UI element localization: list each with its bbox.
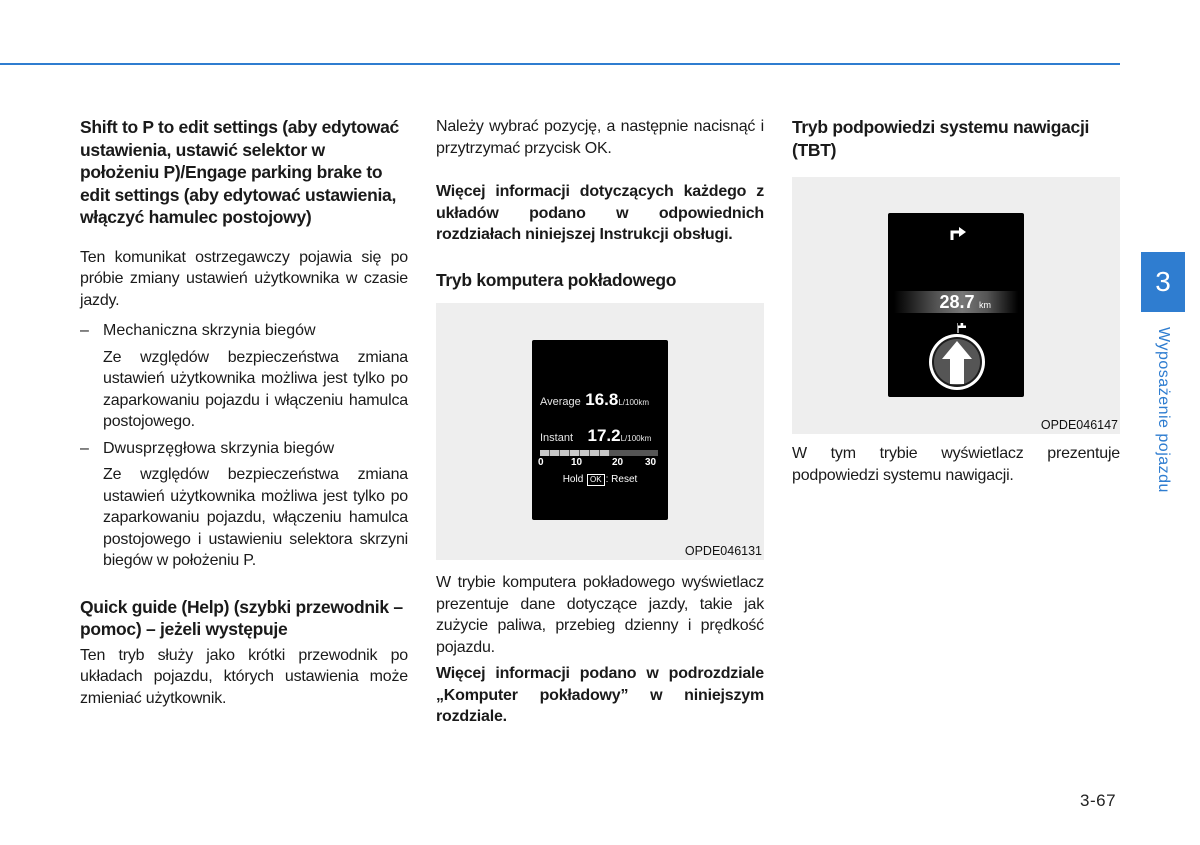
bar-segment xyxy=(580,450,589,456)
reset-text: : Reset xyxy=(605,474,638,485)
bar-tick-labels xyxy=(538,457,662,471)
hold-reset-hint xyxy=(532,474,668,486)
instant-label: Instant xyxy=(540,432,574,444)
cluster-display xyxy=(532,340,668,520)
list-item-dct xyxy=(80,438,408,460)
bar-segment xyxy=(590,450,599,456)
tick-label: 30 xyxy=(645,457,657,468)
tbt-figure xyxy=(792,177,1120,434)
trip-computer-note: Więcej informacji podano w podrozdziale „Komputer pokładowy” w niniejszym rozdziale. xyxy=(436,665,764,725)
distance-readout xyxy=(888,292,1024,313)
instant-value: 17.2 xyxy=(587,426,621,445)
destination-flag-icon xyxy=(958,323,966,333)
dash-bullet: – xyxy=(80,439,89,457)
heading-tbt: Tryb podpowiedzi systemu nawigacji (TBT) xyxy=(792,117,1090,160)
straight-arrow-icon xyxy=(929,334,985,390)
list-item-label: Mechaniczna skrzynia biegów xyxy=(103,322,316,339)
list-item-text: Ze względów bezpieczeństwa zmiana ustawień użytkownika możliwa jest tylko po zaparkowaniu pojazdu, włączeniu hamulca postojowego i ustawieniu selektora skrzyni biegów w położeniu P. xyxy=(103,466,408,569)
column-1 xyxy=(80,116,408,709)
tbt-description: W tym trybie wyświetlacz prezentuje podpowiedzi systemu nawigacji. xyxy=(792,445,1120,484)
instant-unit: L/100km xyxy=(620,434,652,443)
heading-quick-guide: Quick guide (Help) (szybki przewodnik – pomoc) – jeżeli występuje xyxy=(80,596,403,639)
heading-shift-to-p: Shift to P to edit settings (aby edytować ustawienia, ustawić selektor w położeniu P)/Engage parking brake to edit settings (aby edytować ustawienia, włączyć hamulec postojowy) xyxy=(80,117,399,227)
page-number: 3-67 xyxy=(1080,791,1117,810)
average-value: 16.8 xyxy=(585,390,619,409)
top-rule xyxy=(0,63,1120,65)
bar-segment xyxy=(570,450,579,456)
hold-text: Hold xyxy=(562,474,584,485)
chapter-label: Wyposażenie pojazdu xyxy=(1155,327,1172,493)
instant-row xyxy=(540,426,651,446)
ok-instruction: Należy wybrać pozycję, a następnie nacisnąć i przytrzymać przycisk OK. xyxy=(436,118,764,157)
average-row xyxy=(540,390,649,410)
list-item-label: Dwusprzęgłowa skrzynia biegów xyxy=(103,439,335,457)
average-label: Average xyxy=(540,396,581,408)
bar-segment xyxy=(560,450,569,456)
column-3 xyxy=(792,116,1120,486)
dash-bullet: – xyxy=(80,322,89,339)
cluster-display xyxy=(888,213,1024,397)
tick-label: 0 xyxy=(538,457,544,468)
distance-value: 28.7 xyxy=(939,292,975,312)
list-item-manual xyxy=(80,320,408,342)
figure-code: OPDE046131 xyxy=(684,544,762,558)
tick-label: 10 xyxy=(571,457,583,468)
list-item-text: Ze względów bezpieczeństwa zmiana ustawień użytkownika możliwa jest tylko po zaparkowaniu pojazdu i włączeniu hamulca postojowego. xyxy=(103,348,408,430)
trip-computer-description: W trybie komputera pokładowego wyświetlacz prezentuje dane dotyczące jazdy, takie jak zużycie paliwa, przebieg dzienny i prędkość pojazdu. xyxy=(436,574,764,656)
more-info-note: Więcej informacji dotyczących każdego z układów podano w odpowiednich rozdziałach niniejszej Instrukcji obsługi. xyxy=(436,183,764,243)
average-unit: L/100km xyxy=(618,398,650,407)
column-2 xyxy=(436,116,764,728)
chapter-tab: 3 xyxy=(1141,252,1185,312)
bar-segment xyxy=(550,450,559,456)
warning-description: Ten komunikat ostrzegawczy pojawia się po próbie zmiany ustawień użytkownika w czasie jazdy. xyxy=(80,248,408,309)
tick-label: 20 xyxy=(612,457,624,468)
bar-segment xyxy=(600,450,609,456)
trip-computer-figure xyxy=(436,303,764,560)
ok-key: OK xyxy=(587,474,605,486)
bar-segment xyxy=(540,450,549,456)
turn-right-icon xyxy=(952,227,966,240)
distance-unit: km xyxy=(978,300,991,310)
figure-code: OPDE046147 xyxy=(1040,418,1118,432)
heading-trip-computer: Tryb komputera pokładowego xyxy=(436,269,677,290)
instant-consumption-bar xyxy=(540,450,658,456)
quick-guide-description: Ten tryb służy jako krótki przewodnik po układach pojazdu, których ustawienia może zmieniać użytkownik. xyxy=(80,646,408,707)
